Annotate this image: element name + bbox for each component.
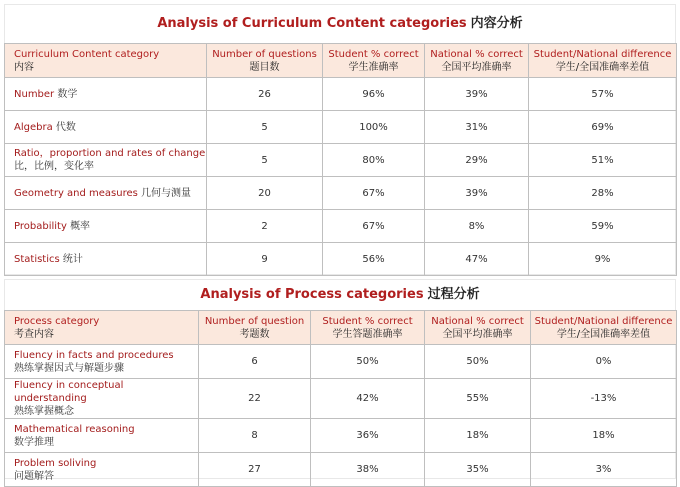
content-analysis-panel — [4, 4, 676, 275]
count-cell: 20 — [207, 177, 323, 210]
student-cell: 67% — [323, 177, 425, 210]
process-header-category: Process category 考查内容 — [5, 311, 199, 345]
national-cell: 18% — [425, 419, 531, 453]
difference-cell: 0% — [531, 345, 677, 379]
category-cell: Mathematical reasoning 数学推理 — [5, 419, 199, 453]
table-row — [5, 419, 677, 453]
count-cell: 5 — [207, 144, 323, 177]
national-cell: 8% — [425, 210, 529, 243]
category-cell: Probability 概率 — [5, 210, 207, 243]
table-row — [5, 379, 677, 419]
student-cell: 67% — [323, 210, 425, 243]
content-header-row — [5, 44, 677, 78]
table-row — [5, 78, 677, 111]
student-cell: 96% — [323, 78, 425, 111]
content-table — [4, 43, 677, 276]
difference-cell: 69% — [529, 111, 677, 144]
process-header-difference: Student/National difference 学生/全国准确率差值 — [531, 311, 677, 345]
national-cell: 55% — [425, 379, 531, 419]
student-cell: 38% — [311, 453, 425, 487]
process-table — [4, 310, 677, 487]
student-cell: 36% — [311, 419, 425, 453]
content-header-difference: Student/National difference 学生/全国准确率差值 — [529, 44, 677, 78]
student-cell: 80% — [323, 144, 425, 177]
difference-cell: 51% — [529, 144, 677, 177]
national-cell: 29% — [425, 144, 529, 177]
category-cell: Algebra 代数 — [5, 111, 207, 144]
difference-cell: 28% — [529, 177, 677, 210]
category-cell: Fluency in facts and procedures 熟练掌握因式与解题步骤 — [5, 345, 199, 379]
table-row — [5, 345, 677, 379]
difference-cell: 59% — [529, 210, 677, 243]
content-header-national: National % correct 全国平均准确率 — [425, 44, 529, 78]
category-cell: Number 数学 — [5, 78, 207, 111]
count-cell: 27 — [199, 453, 311, 487]
student-cell: 50% — [311, 345, 425, 379]
count-cell: 22 — [199, 379, 311, 419]
process-analysis-title — [5, 280, 675, 310]
difference-cell: -13% — [531, 379, 677, 419]
count-cell: 6 — [199, 345, 311, 379]
process-header-student: Student % correct 学生答题准确率 — [311, 311, 425, 345]
category-cell: Geometry and measures 几何与测量 — [5, 177, 207, 210]
table-row — [5, 177, 677, 210]
difference-cell: 57% — [529, 78, 677, 111]
student-cell: 42% — [311, 379, 425, 419]
process-analysis-panel — [4, 279, 676, 482]
category-cell: Ratio，proportion and rates of change 比，比例，变化率 — [5, 144, 207, 177]
national-cell: 31% — [425, 111, 529, 144]
process-header-count: Number of question 考题数 — [199, 311, 311, 345]
content-header-student: Student % correct 学生准确率 — [323, 44, 425, 78]
process-title-en: Analysis of Process categories — [200, 287, 424, 302]
process-header-national: National % correct 全国平均准确率 — [425, 311, 531, 345]
difference-cell: 3% — [531, 453, 677, 487]
content-header-category: Curriculum Content category 内容 — [5, 44, 207, 78]
category-cell: Fluency in conceptual understanding 熟练掌握概念 — [5, 379, 199, 419]
count-cell: 2 — [207, 210, 323, 243]
difference-cell: 9% — [529, 243, 677, 276]
national-cell: 39% — [425, 78, 529, 111]
category-cell: Statistics 统计 — [5, 243, 207, 276]
count-cell: 5 — [207, 111, 323, 144]
table-row — [5, 144, 677, 177]
table-row — [5, 243, 677, 276]
student-cell: 100% — [323, 111, 425, 144]
count-cell: 9 — [207, 243, 323, 276]
content-title-en: Analysis of Curriculum Content categories — [157, 16, 467, 31]
process-header-row — [5, 311, 677, 345]
national-cell: 47% — [425, 243, 529, 276]
category-cell: Problem soliving 问题解答 — [5, 453, 199, 487]
count-cell: 8 — [199, 419, 311, 453]
content-analysis-title — [5, 5, 675, 43]
national-cell: 50% — [425, 345, 531, 379]
student-cell: 56% — [323, 243, 425, 276]
table-row — [5, 453, 677, 487]
count-cell: 26 — [207, 78, 323, 111]
national-cell: 35% — [425, 453, 531, 487]
table-row — [5, 111, 677, 144]
table-row — [5, 210, 677, 243]
process-title-zh: 过程分析 — [427, 287, 480, 302]
content-header-count: Number of questions 题目数 — [207, 44, 323, 78]
difference-cell: 18% — [531, 419, 677, 453]
national-cell: 39% — [425, 177, 529, 210]
content-title-zh: 内容分析 — [470, 16, 523, 31]
